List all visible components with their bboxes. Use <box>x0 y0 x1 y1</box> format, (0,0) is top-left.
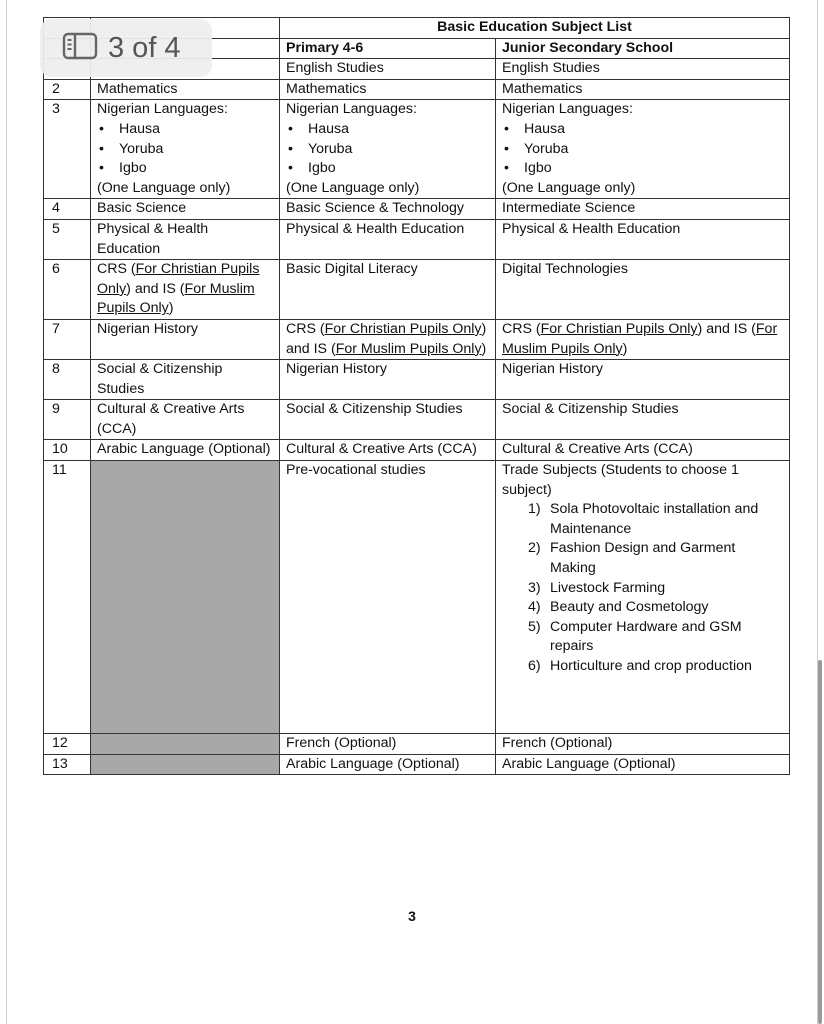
language-note: (One Language only) <box>502 179 636 196</box>
cell-lower: Basic Science <box>91 199 280 220</box>
cell-jss: Mathematics <box>496 79 790 100</box>
page-edge-left <box>6 0 7 1024</box>
cell-primary: Basic Digital Literacy <box>280 260 496 320</box>
language-note: (One Language only) <box>97 179 231 196</box>
table-row <box>44 319 790 359</box>
cell-jss: Nigerian History <box>496 360 790 400</box>
cell-primary <box>280 100 496 199</box>
cell-primary: Pre-vocational studies <box>280 461 496 734</box>
row-number: 8 <box>44 360 91 400</box>
list-item: • Igbo <box>524 159 783 179</box>
row-number: 9 <box>44 400 91 440</box>
cell-primary: Arabic Language (Optional) <box>280 754 496 775</box>
list-item: • Igbo <box>119 159 273 179</box>
subject-table <box>43 17 790 775</box>
cell-jss: Digital Technologies <box>496 260 790 320</box>
empty-shaded-cell <box>91 734 280 755</box>
underlined-text: For Muslim Pupils Only <box>502 320 778 357</box>
cell-jss <box>496 461 790 734</box>
list-item: 1) Sola Photovoltaic installation and Maintenance <box>528 501 759 537</box>
trade-list <box>502 500 783 676</box>
underlined-text: For Christian Pupils Only <box>97 261 260 297</box>
cell-jss: Cultural & Creative Arts (CCA) <box>496 440 790 461</box>
languages-heading: Nigerian Languages: <box>97 101 228 118</box>
row-number: 10 <box>44 440 91 461</box>
cell-primary: French (Optional) <box>280 734 496 755</box>
row-number: 2 <box>44 79 91 100</box>
row-number: 4 <box>44 199 91 220</box>
table-row <box>44 440 790 461</box>
list-item: 2) Fashion Design and Garment Making <box>528 540 736 577</box>
row-number: 13 <box>44 754 91 775</box>
row-number: 12 <box>44 734 91 755</box>
list-item: 6) Horticulture and crop production <box>528 658 752 674</box>
cell-primary: English Studies <box>280 59 496 80</box>
row-number: 5 <box>44 219 91 259</box>
sidebar-icon <box>62 32 98 65</box>
list-item: • Yoruba <box>524 140 783 160</box>
cell-jss: English Studies <box>496 59 790 80</box>
list-item: • Hausa <box>524 120 783 140</box>
cell-primary: Cultural & Creative Arts (CCA) <box>280 440 496 461</box>
cell-lower <box>91 100 280 199</box>
cell-primary: CRS (For Christian Pupils Only) and IS (For Muslim Pupils Only) <box>280 319 496 359</box>
cell-jss <box>496 100 790 199</box>
table-row <box>44 260 790 320</box>
cell-jss: French (Optional) <box>496 734 790 755</box>
list-item: • Hausa <box>119 120 273 140</box>
underlined-text: For Muslim Pupils Only <box>97 280 255 317</box>
language-list <box>502 120 783 179</box>
row-number: 6 <box>44 260 91 320</box>
table-row <box>44 100 790 199</box>
cell-primary: Mathematics <box>280 79 496 100</box>
row-number: 7 <box>44 319 91 359</box>
table-row <box>44 360 790 400</box>
languages-heading: Nigerian Languages: <box>286 101 417 118</box>
cell-lower: CRS (For Christian Pupils Only) and IS (For Muslim Pupils Only) <box>91 260 280 320</box>
empty-shaded-cell <box>91 754 280 775</box>
cell-lower: Physical & Health Education <box>91 219 280 259</box>
underlined-text: For Christian Pupils Only <box>324 320 482 337</box>
table-row <box>44 219 790 259</box>
list-item: 4) Beauty and Cosmetology <box>528 599 709 616</box>
list-item: • Yoruba <box>119 140 273 160</box>
page-indicator-badge[interactable] <box>40 19 212 77</box>
header-primary: Primary 4-6 <box>280 38 496 59</box>
list-item: • Igbo <box>308 159 489 179</box>
empty-shaded-cell <box>91 461 280 734</box>
list-item: 5) Computer Hardware and GSM repairs <box>528 618 742 655</box>
cell-lower: Mathematics <box>91 79 280 100</box>
cell-primary: Basic Science & Technology <box>280 199 496 220</box>
languages-heading: Nigerian Languages: <box>502 101 633 118</box>
table-row <box>44 734 790 755</box>
language-note: (One Language only) <box>286 179 420 196</box>
row-number: 3 <box>44 100 91 199</box>
cell-jss: Intermediate Science <box>496 199 790 220</box>
table-row <box>44 400 790 440</box>
page-indicator-label: 3 of 4 <box>108 31 181 64</box>
underlined-text: For Christian Pupils Only <box>540 320 698 337</box>
cell-jss: Physical & Health Education <box>496 219 790 259</box>
cell-jss: CRS (For Christian Pupils Only) and IS (For Muslim Pupils Only) <box>496 319 790 359</box>
table-title: Basic Education Subject List <box>280 18 790 39</box>
header-jss: Junior Secondary School <box>496 38 790 59</box>
underlined-text: For Muslim Pupils Only <box>335 340 482 357</box>
list-item: • Hausa <box>308 120 489 140</box>
page-number: 3 <box>408 908 416 924</box>
cell-lower: Nigerian History <box>91 319 280 359</box>
cell-primary: Social & Citizenship Studies <box>280 400 496 440</box>
cell-primary: Nigerian History <box>280 360 496 400</box>
scrollbar[interactable] <box>818 660 822 1024</box>
language-list <box>286 120 489 179</box>
cell-lower: Social & Citizenship Studies <box>91 360 280 400</box>
list-item: 3) Livestock Farming <box>528 579 666 596</box>
cell-primary: Physical & Health Education <box>280 219 496 259</box>
cell-jss: Social & Citizenship Studies <box>496 400 790 440</box>
trade-intro: Trade Subjects (Students to choose 1 subject) <box>502 462 739 498</box>
cell-lower: Cultural & Creative Arts (CCA) <box>91 400 280 440</box>
row-number: 11 <box>44 461 91 734</box>
list-item: • Yoruba <box>308 140 489 160</box>
language-list <box>97 120 273 179</box>
cell-jss: Arabic Language (Optional) <box>496 754 790 775</box>
table-row <box>44 754 790 775</box>
table-row <box>44 461 790 734</box>
table-row <box>44 199 790 220</box>
table-row <box>44 79 790 100</box>
cell-lower: Arabic Language (Optional) <box>91 440 280 461</box>
